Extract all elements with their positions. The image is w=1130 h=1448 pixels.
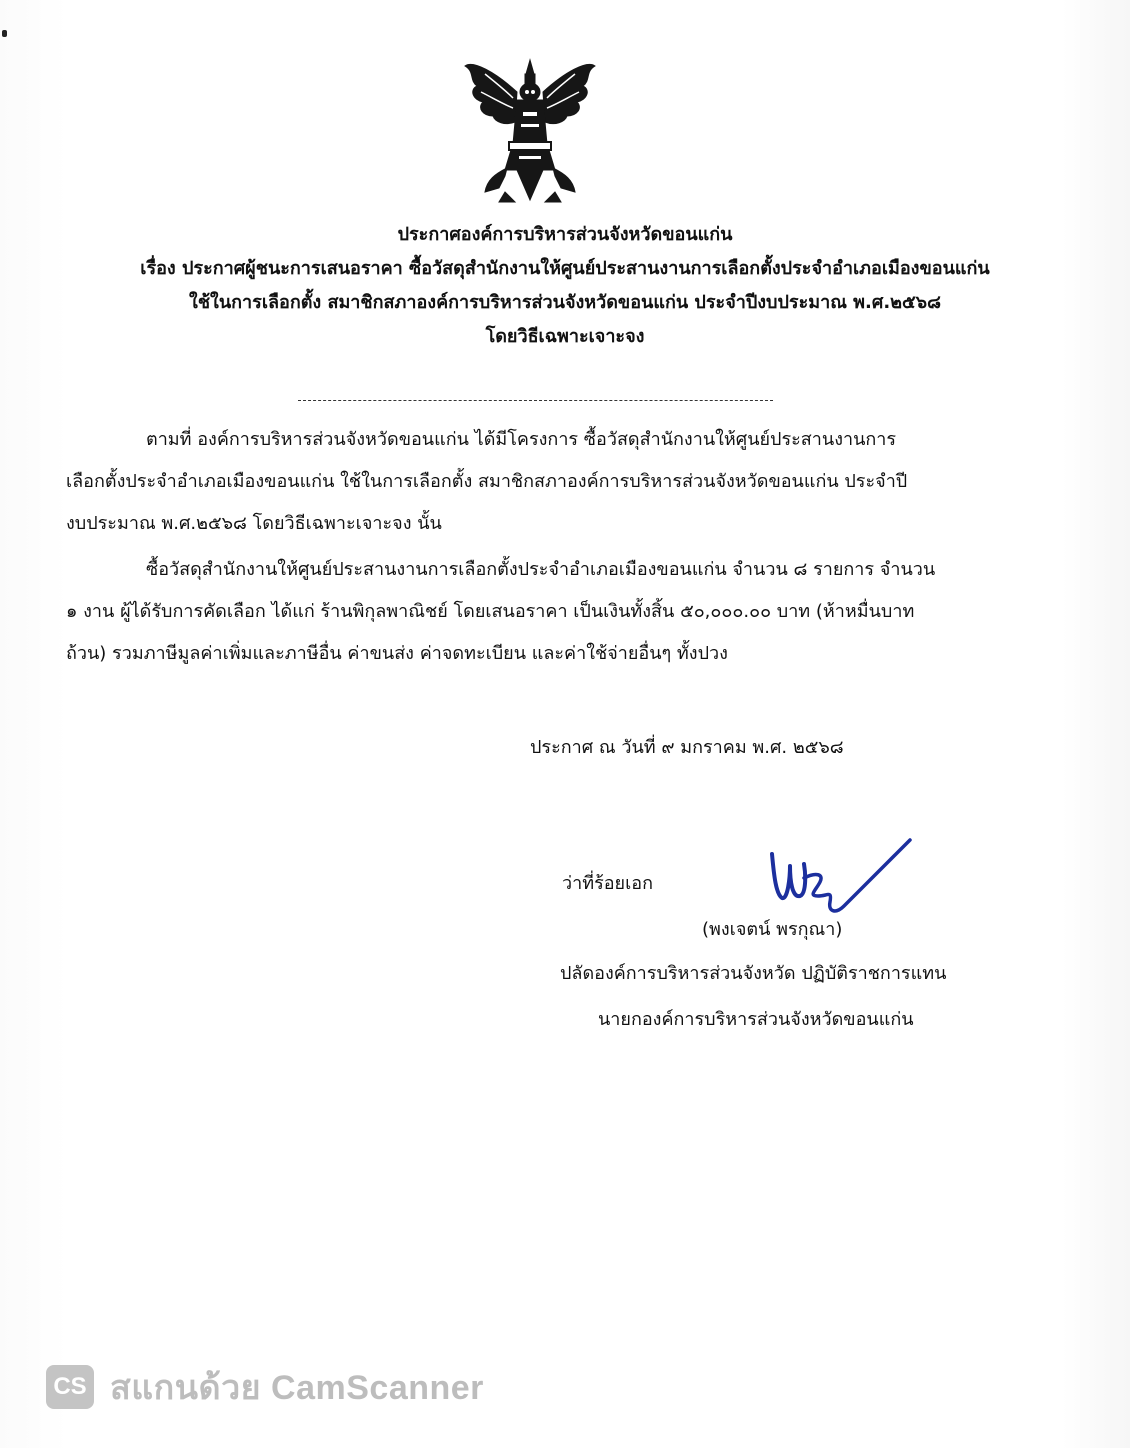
paragraph-award [66,549,1056,675]
paragraph2-line1: ซื้อวัสดุสำนักงานให้ศูนย์ประสานงานการเลือกตั้งประจำอำเภอเมืองขอนแก่น จำนวน ๘ รายการ จำนวน [146,559,936,580]
issuer-title: ประกาศองค์การบริหารส่วนจังหวัดขอนแก่น [397,224,733,245]
signer-name: (พงเจตน์ พรกุณา) [702,919,843,940]
subject-line-2: ใช้ในการเลือกตั้ง สมาชิกสภาองค์การบริหารส่วนจังหวัดขอนแก่น ประจำปีงบประมาณ พ.ศ.๒๕๖๘ [189,292,941,313]
camscanner-logo-icon: CS [46,1365,94,1409]
announcement-date: ประกาศ ณ วันที่ ๙ มกราคม พ.ศ. ๒๕๖๘ [530,737,844,758]
paragraph1-line1: ตามที่ องค์การบริหารส่วนจังหวัดขอนแก่น ได้มีโครงการ ซื้อวัสดุสำนักงานให้ศูนย์ประสานงานการ [146,429,897,450]
paragraph1-line3: งบประมาณ พ.ศ.๒๕๖๘ โดยวิธีเฉพาะเจาะจง นั้น [66,513,442,534]
announcement-header [0,218,1130,354]
signer-position-1: ปลัดองค์การบริหารส่วนจังหวัด ปฏิบัติราชการแทน [560,963,947,984]
handwritten-signature [760,836,920,926]
paragraph1-line2: เลือกตั้งประจำอำเภอเมืองขอนแก่น ใช้ในการเลือกตั้ง สมาชิกสภาองค์การบริหารส่วนจังหวัดขอนแก่น ประจำปี [66,471,908,492]
camscanner-watermark [46,1360,484,1414]
paragraph2-line3: ถ้วน) รวมภาษีมูลค่าเพิ่มและภาษีอื่น ค่าขนส่ง ค่าจดทะเบียน และค่าใช้จ่ายอื่นๆ ทั้งปวง [66,643,728,664]
paragraph-background [66,419,1056,545]
signer-rank: ว่าที่ร้อยเอก [562,873,653,894]
garuda-emblem-icon [455,52,605,204]
subject-line-3: โดยวิธีเฉพาะเจาะจง [485,326,645,347]
subject-line-1: เรื่อง ประกาศผู้ชนะการเสนอราคา ซื้อวัสดุสำนักงานให้ศูนย์ประสานงานการเลือกตั้งประจำอำเภอเมืองขอนแก่น [140,258,990,279]
header-divider [298,400,773,401]
signer-position-2: นายกองค์การบริหารส่วนจังหวัดขอนแก่น [598,1009,914,1030]
scan-speck [2,30,7,37]
watermark-text: สแกนด้วย CamScanner [110,1369,484,1407]
paragraph2-line2: ๑ งาน ผู้ได้รับการคัดเลือก ได้แก่ ร้านพิกุลพาณิชย์ โดยเสนอราคา เป็นเงินทั้งสิ้น ๕๐,๐๐๐.๐๐ บาท (ห้าหมื่นบาท [66,601,915,622]
